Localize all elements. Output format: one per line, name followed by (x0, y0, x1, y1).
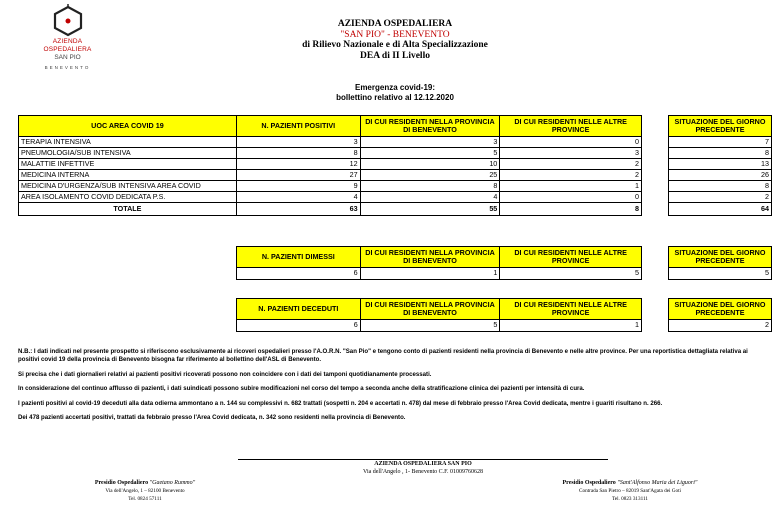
row-positivi: 9 (236, 181, 360, 192)
footer-left (60, 479, 230, 503)
table-row (19, 159, 642, 170)
header-hospital: "SAN PIO" - BENEVENTO (340, 29, 450, 40)
row-name: MEDICINA D'URGENZA/SUB INTENSIVA AREA COVID (19, 181, 237, 192)
table-row (19, 148, 642, 159)
dimessi-prev-header: SITUAZIONE DEL GIORNO PRECEDENTE (669, 247, 772, 268)
covid-patients-table (18, 115, 642, 216)
row-name: MEDICINA INTERNA (19, 170, 237, 181)
previous-day-table (668, 115, 772, 216)
footer-left-address: Via dell'Angelo, 1 – 82100 Benevento (105, 488, 185, 494)
row-res-altre: 1 (500, 181, 642, 192)
discharged-table (236, 246, 642, 280)
dimessi-res-bn: 1 (360, 268, 500, 280)
prev-value: 8 (669, 148, 772, 159)
footer-left-name: "Gaetano Rummo" (149, 480, 196, 486)
note-accertati: Dei 478 pazienti accertati positivi, trattati da febbraio presso l'Area Covid dedicata, n. 342 sono residenti nella provincia di Benevento. (18, 414, 406, 421)
footer-right-address: Contrada San Pietro – 82019 Sant'Agata dei Goti (579, 488, 681, 494)
table-row (19, 170, 642, 181)
document-header (250, 19, 540, 61)
footer-right-tel: Tel. 0823 313111 (612, 496, 648, 502)
row-res-bn: 3 (360, 137, 500, 148)
deceased-table (236, 298, 642, 332)
row-positivi: 27 (236, 170, 360, 181)
deceduti-prev-header: SITUAZIONE DEL GIORNO PRECEDENTE (669, 299, 772, 320)
row-positivi: 8 (236, 148, 360, 159)
col-header-res-altre: DI CUI RESIDENTI NELLE ALTRE PROVINCE (500, 116, 642, 137)
footer-left-tel: Tel. 0824 57111 (128, 496, 162, 502)
logo-text-sanpio: SAN PIO (54, 54, 81, 61)
logo-text-azienda: AZIENDA (52, 38, 83, 45)
row-name: MALATTIE INFETTIVE (19, 159, 237, 170)
total-res-altre: 8 (500, 203, 642, 216)
logo-text-ospedaliera: OSPEDALIERA (43, 46, 92, 53)
prev-value: 26 (669, 170, 772, 181)
discharged-previous-table (668, 246, 772, 280)
dimessi-prev-value: 5 (669, 268, 772, 280)
total-label: TOTALE (19, 203, 237, 216)
row-name: PNEUMOLOGIA/SUB INTENSIVA (19, 148, 237, 159)
total-res-bn: 55 (360, 203, 500, 216)
prev-value: 8 (669, 181, 772, 192)
row-name: TERAPIA INTENSIVA (19, 137, 237, 148)
dimessi-header-res-altre: DI CUI RESIDENTI NELLE ALTRE PROVINCE (500, 247, 642, 268)
prev-header: SITUAZIONE DEL GIORNO PRECEDENTE (669, 116, 772, 137)
bulletin-title (250, 83, 540, 103)
prev-total: 64 (669, 203, 772, 216)
table-row (19, 137, 642, 148)
deceduti-prev-value: 2 (669, 320, 772, 332)
row-res-bn: 10 (360, 159, 500, 170)
note-nb: N.B.: I dati indicati nel presente prospetto si riferiscono esclusivamente ai ricoveri ospedalieri presso l'A.O.R.N. "San Pio" e tengono conto di pazienti residenti nella provincia di Benevento e nelle altre province. Per una reportistica dettagliata relativa ai positivi covid 19 della provincia di Benevento bisogna far riferimento al bollettino dell'ASL di Benevento. (18, 348, 748, 363)
deceduti-header-res-altre: DI CUI RESIDENTI NELLE ALTRE PROVINCE (500, 299, 642, 320)
col-header-res-bn: DI CUI RESIDENTI NELLA PROVINCIA DI BENEVENTO (360, 116, 500, 137)
row-res-altre: 3 (500, 148, 642, 159)
row-name: AREA ISOLAMENTO COVID DEDICATA P.S. (19, 192, 237, 203)
hospital-logo (30, 4, 105, 76)
row-res-bn: 25 (360, 170, 500, 181)
total-row (19, 203, 642, 216)
deceduti-res-altre: 1 (500, 320, 642, 332)
table-row (19, 192, 642, 203)
bulletin-title-line1: Emergenza covid-19: (354, 83, 436, 92)
deceduti-header: N. PAZIENTI DECEDUTI (237, 299, 361, 320)
row-positivi: 4 (236, 192, 360, 203)
note-tamponi: Si precisa che i dati giornalieri relativi ai pazienti positivi ricoverati possono non coincidere con i dati dei tamponi quotidianamente processati. (18, 370, 432, 378)
deceduti-header-res-bn: DI CUI RESIDENTI NELLA PROVINCIA DI BENEVENTO (360, 299, 500, 320)
logo-house-icon (50, 4, 86, 38)
footer-center (238, 460, 608, 476)
row-res-altre: 2 (500, 159, 642, 170)
table-row (19, 181, 642, 192)
deceduti-res-bn: 5 (360, 320, 500, 332)
footer-address: Via dell'Angelo , 1- Benevento C.F. 01009760628 (362, 469, 484, 475)
col-header-uoc: UOC AREA COVID 19 (19, 116, 237, 137)
footer-right (540, 479, 720, 503)
row-res-bn: 5 (360, 148, 500, 159)
prev-value: 13 (669, 159, 772, 170)
row-positivi: 12 (236, 159, 360, 170)
footer-right-title: Presidio Ospedaliero (562, 480, 616, 486)
notes-section (18, 348, 753, 429)
deceduti-total: 6 (237, 320, 361, 332)
row-res-bn: 8 (360, 181, 500, 192)
row-res-altre: 0 (500, 137, 642, 148)
col-header-positivi: N. PAZIENTI POSITIVI (236, 116, 360, 137)
footer-right-name: "Sant'Alfonso Maria dei Liguori" (617, 480, 698, 486)
dimessi-total: 6 (237, 268, 361, 280)
dimessi-header-res-bn: DI CUI RESIDENTI NELLA PROVINCIA DI BENEVENTO (360, 247, 500, 268)
bulletin-title-line2: bollettino relativo al 12.12.2020 (336, 93, 454, 102)
dimessi-header: N. PAZIENTI DIMESSI (237, 247, 361, 268)
logo-text-benevento: BENEVENTO (44, 65, 91, 70)
row-res-altre: 0 (500, 192, 642, 203)
header-org: AZIENDA OSPEDALIERA (337, 19, 453, 29)
prev-value: 7 (669, 137, 772, 148)
note-afflusso: In considerazione del continuo afflusso di pazienti, i dati suindicati possono subire modificazioni nel corso del tempo a seconda anche della stratificazione clinica dei pazienti per intensità di cura. (18, 385, 585, 392)
header-dea: DEA di II Livello (360, 50, 430, 61)
footer-left-title: Presidio Ospedaliero (94, 480, 149, 486)
header-rilievo: di Rilievo Nazionale e di Alta Specializzazione (302, 40, 488, 50)
footer-org: AZIENDA OSPEDALIERA SAN PIO (374, 461, 472, 467)
table-header-row (19, 116, 642, 137)
dimessi-res-altre: 5 (500, 268, 642, 280)
note-deceduti: I pazienti positivi al covid-19 deceduti alla data odierna ammontano a n. 144 su complessivi n. 682 trattati (sospetti n. 204 e accertati n. 478) dal mese di febbraio presso l'Area Covid dedicata, mentre i guariti risultano n. 266. (18, 399, 663, 407)
deceased-previous-table (668, 298, 772, 332)
row-res-altre: 2 (500, 170, 642, 181)
row-res-bn: 4 (360, 192, 500, 203)
prev-value: 2 (669, 192, 772, 203)
total-positivi: 63 (236, 203, 360, 216)
row-positivi: 3 (236, 137, 360, 148)
